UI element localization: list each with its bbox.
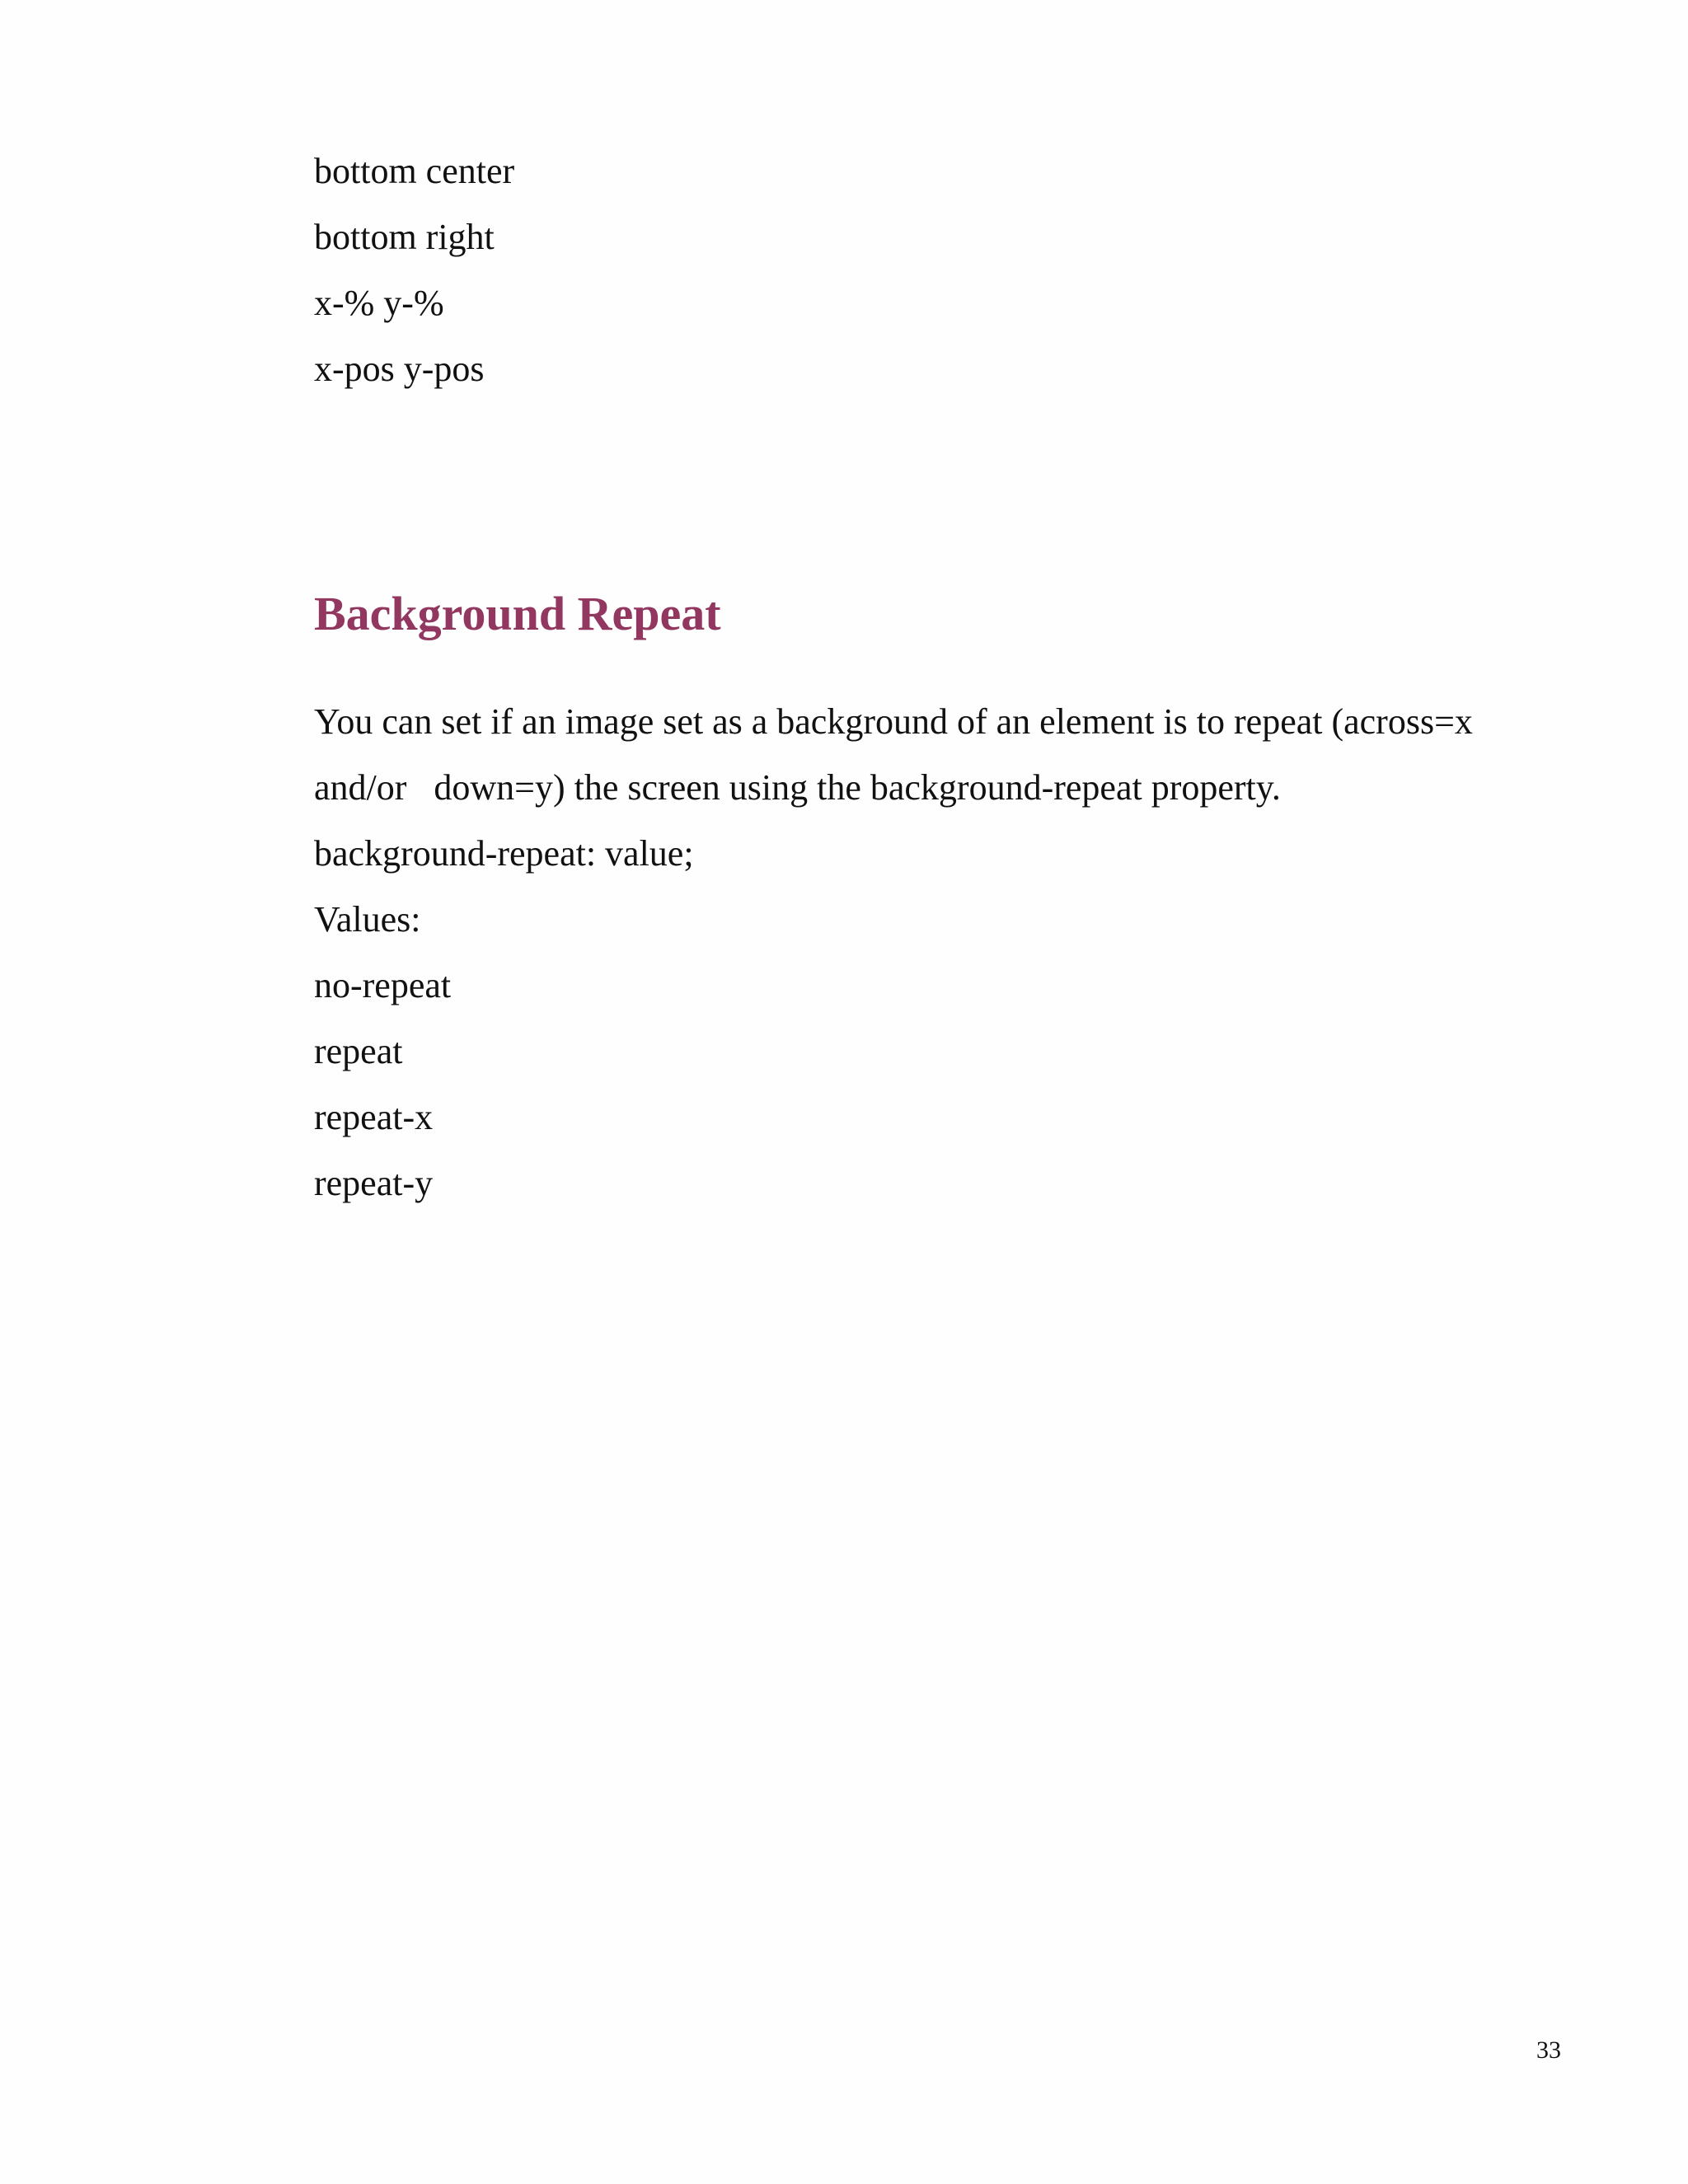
page-number: 33: [1536, 2036, 1561, 2064]
value-bottom-right: bottom right: [314, 217, 495, 257]
syntax-line: background-repeat: value;: [314, 833, 694, 874]
value-x-pos-y-pos: x-pos y-pos: [314, 349, 485, 389]
value-repeat-x: repeat-x: [314, 1097, 434, 1137]
section-heading: Background Repeat: [314, 587, 721, 640]
value-no-repeat: no-repeat: [314, 965, 452, 1005]
values-label: Values:: [314, 899, 421, 940]
value-bottom-center: bottom center: [314, 151, 515, 191]
value-x-percent-y-percent: x-% y-%: [314, 283, 444, 323]
value-repeat-y: repeat-y: [314, 1163, 434, 1203]
paragraph-line-1: You can set if an image set as a background of an element is to repeat (across=x: [314, 701, 1473, 742]
paragraph-line-2: and/or down=y) the screen using the background-repeat property.: [314, 767, 1281, 808]
value-repeat: repeat: [314, 1031, 403, 1071]
